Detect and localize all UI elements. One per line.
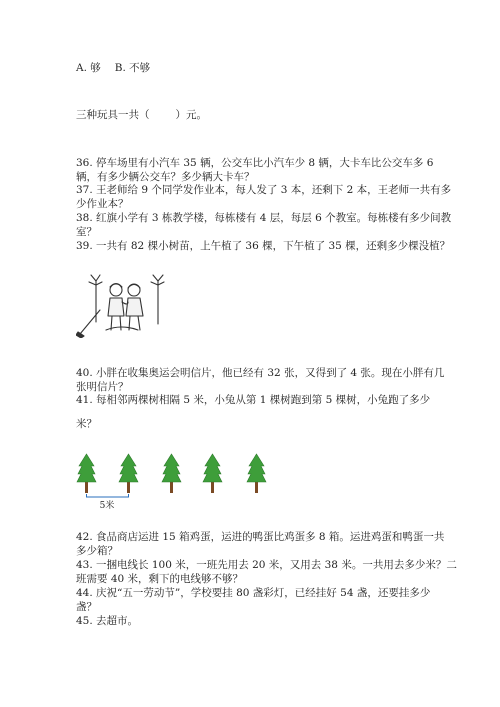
children-planting-illustration <box>76 272 176 338</box>
child-right-body <box>126 298 143 316</box>
problem-37-line-2: 少作业本？ <box>76 198 129 210</box>
problem-42-line-1: 42. 食品商店运进 15 箱鸡蛋，运进的鸭蛋比鸡蛋多 8 箱。运进鸡蛋和鸭蛋一共 <box>76 531 445 543</box>
problem-44-line-2: 盏？ <box>76 601 97 613</box>
problem-36-line-2: 辆，有多少辆公交车？多少辆大卡车？ <box>76 171 255 183</box>
problem-40-line-1: 40. 小胖在收集奥运会明信片，他已经有 32 张，又得到了 4 张。现在小胖有几 <box>76 367 445 379</box>
shovel-blade <box>76 332 84 338</box>
answer-options <box>76 61 150 75</box>
problem-38-line-2: 室？ <box>76 226 97 238</box>
option-a: A. 够 <box>76 62 101 74</box>
problem-43-line-2: 班需要 40 米，剩下的电线够不够？ <box>76 573 244 585</box>
tree-4 <box>203 454 222 493</box>
option-b: B. 不够 <box>114 62 151 74</box>
problem-41-line-1: 41. 每相邻两棵树相隔 5 米，小兔从第 1 棵树跑到第 5 棵树，小兔跑了多少 <box>76 394 431 406</box>
problem-43-line-1: 43. 一捆电线长 100 米，一班先用去 20 米，又用去 38 米。一共用去多少米？二 <box>76 559 457 571</box>
tree-3 <box>162 454 181 493</box>
problem-42-line-2: 多少箱？ <box>76 545 118 557</box>
problem-36-line-1: 36. 停车场里有小汽车 35 辆，公交车比小汽车少 8 辆，大卡车比公交车多 6 <box>76 157 434 169</box>
problem-41-line-2: 米？ <box>76 418 97 430</box>
problem-38-line-1: 38. 红旗小学有 3 栋教学楼，每栋楼有 4 层，每层 6 个教室。每栋楼有多少间教 <box>76 212 452 224</box>
fill-blank-sentence: 三种玩具一共（ ）元。 <box>76 109 207 121</box>
child-left-body <box>108 298 124 316</box>
tree-1 <box>77 454 96 493</box>
shovel-handle <box>80 310 100 334</box>
problem-45-line-1: 45. 去超市。 <box>76 615 139 627</box>
problem-40-line-2: 张明信片？ <box>76 381 129 393</box>
distance-label: 5米 <box>99 501 115 511</box>
distance-bracket <box>87 494 129 497</box>
five-trees-illustration <box>76 452 276 512</box>
problem-44-line-1: 44. 庆祝“五一劳动节”，学校要挂 80 盏彩灯，已经挂好 54 盏，还要挂多少 <box>76 587 431 599</box>
tree-5 <box>247 454 266 493</box>
tree-2 <box>119 454 138 493</box>
problem-39-line-1: 39. 一共有 82 棵小树苗，上午植了 36 棵，下午植了 35 棵，还剩多少棵没植？ <box>76 240 451 252</box>
problem-37-line-1: 37. 王老师给 9 个同学发作业本，每人发了 3 本，还剩下 2 本，王老师一共有多 <box>76 184 452 196</box>
